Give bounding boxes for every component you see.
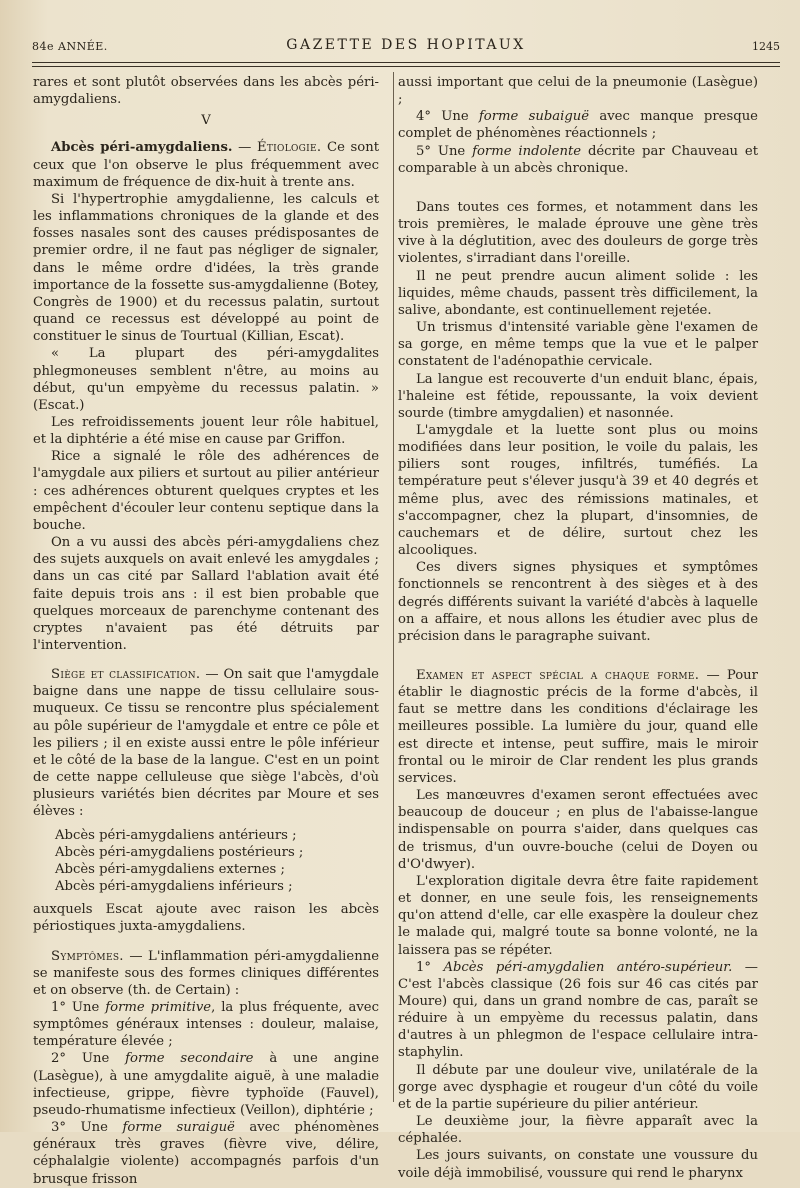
paragraph: 1° Abcès péri-amygdalien antéro-supérieur. — C'est l'abcès classique (26 fois sur 46 cas cités par Moure) qui, dans un grand nombre de cas, paraît se réduire à un empyème du recessus palatin, dans d'autres à un phlegmon de l'espace cellulaire intra-staphylin. <box>398 959 758 1061</box>
paragraph: 4° Une forme subaiguë avec manque presque complet de phénomènes réactionnels ; <box>398 109 758 142</box>
section-numeral: V <box>201 113 211 129</box>
journal-title: GAZETTE DES HOPITAUX <box>286 37 526 53</box>
paragraph: La langue est recouverte d'un enduit blanc, épais, l'haleine est fétide, repoussante, la voix devient sourde (timbre amygdalien) et nasonnée. <box>398 371 758 421</box>
paragraph: On a vu aussi des abcès péri-amygdaliens chez des sujets auxquels on avait enlevé les amygdales ; dans un cas cité par Sallard l'ablation avait été faite depuis trois ans : il est bien probable que quelques morceaux de parenchyme contenant des cryptes n'avaient pas été détruits par l'intervention. <box>33 535 379 653</box>
paragraph: 2° Une forme secondaire à une angine (Lasègue), à une amygdalite aiguë, à une maladie infectieuse, grippe, fièvre typhoïde (Fauvel), pseudo-rhumatisme infectieux (Veillon), diphtérie ; <box>33 1051 380 1118</box>
paragraph: Dans toutes ces formes, et notamment dans les trois premières, le malade éprouve une gène très vive à la déglutition, avec des douleurs de gorge très violentes, s'irradiant dans l'oreille. <box>398 199 758 267</box>
year-label: 84e ANNÉE. <box>32 40 108 53</box>
paragraph: Le deuxième jour, la fièvre apparaît avec la céphalée. <box>398 1114 758 1147</box>
section-heading: Abcès péri-amygdaliens. <box>51 140 233 156</box>
header-rule-thin <box>32 66 780 67</box>
left-column <box>33 74 379 1188</box>
abscess-list <box>33 827 379 896</box>
paragraph: aussi important que celui de la pneumonie (Lasègue) ; <box>398 75 758 108</box>
quote-paragraph: « La plupart des péri-amygdalites phlegmoneuses semblent n'être, au moins au début, qu'un empyème du recessus palatin. » (Escat.) <box>33 346 379 413</box>
paragraph: Il ne peut prendre aucun aliment solide : les liquides, même chauds, passent très difficilement, la salive, abondante, est continuellement rejetée. <box>398 268 758 318</box>
paragraph: 5° Une forme indolente décrite par Chauveau et comparable à un abcès chronique. <box>398 143 758 176</box>
list-item: Abcès péri-amygdaliens externes ; <box>55 861 285 877</box>
paragraph: L'amygdale et la luette sont plus ou moins modifiées dans leur position, le voile du palais, les piliers sont rouges, infiltrés, tuméfiés. La température peut s'élever jusqu'à 39 et 40 degrés et même plus, avec des rémissions matinales, et s'accompagner, chez la plupart, d'insomnies, de cauchemars et de délire, surtout chez les alcooliques. <box>398 422 758 559</box>
list-item: Abcès péri-amygdaliens postérieurs ; <box>55 844 304 860</box>
paragraph: L'exploration digitale devra être faite rapidement et donner, en une seule fois, les renseignements qu'on attend d'elle, car elle exaspère la douleur chez le malade qui, malgré toute sa bonne volonté, ne la laissera pas se répéter. <box>398 873 758 958</box>
paragraph: Rice a signalé le rôle des adhérences de l'amygdale aux piliers et surtout au pilier antérieur : ces adhérences obturent quelques cryptes et les empêchent d'écouler leur contenu septique dans la bouche. <box>33 449 379 533</box>
paragraph: 1° Une forme primitive, la plus fréquente, avec symptômes généraux intenses : douleur, malaise, température élevée ; <box>33 999 379 1050</box>
paragraph: Siège et classification. — On sait que l'amygdale baigne dans une nappe de tissu cellulaire sous-muqueux. Ce tissu se rencontre plus spécialement au pôle supérieur de l'amygdale et entre ce pôle et les piliers ; il en existe aussi entre le pôle inférieur et le côté de la base de la langue. C'est en un point de cette nappe celluleuse que siège l'abcès, d'où plusieurs variétés bien décrites par Moure et ses élèves : <box>33 667 379 820</box>
header-rule <box>32 62 780 63</box>
list-item: Abcès péri-amygdaliens antérieurs ; <box>55 827 297 843</box>
paragraph: Si l'hypertrophie amygdalienne, les calculs et les inflammations chroniques de la glande et des fosses nasales sont des causes prédisposantes de premier ordre, il ne faut pas négliger de signaler, dans le même ordre d'idées, la très grande importance de la fossette sus-amygdalienne (Botey, Congrès de 1900) et du recessus palatin, surtout quand ce recessus est développé au point de constituer le sinus de Tourtual (Killian, Escat). <box>33 191 379 345</box>
paragraph: Examen et aspect spécial a chaque forme. — Pour établir le diagnostic précis de la forme d'abcès, il faut se mettre dans les conditions d'éclairage les meilleures possible. La lumière du jour, quand elle est directe et intense, peut suffire, mais le miroir frontal ou le miroir de Clar rendent les plus grands services. <box>398 668 758 786</box>
paragraph: 3° Une forme suraiguë avec phénomènes généraux très graves (fièvre vive, délire, céphalalgie violente) accompagnés parfois d'un brusque frisson <box>33 1120 380 1187</box>
paragraph: Les manœuvres d'examen seront effectuées avec beaucoup de douceur ; en plus de l'abaisse-langue indispensable on pourra s'aider, dans quelques cas de trismus, d'un ouvre-bouche (celui de Doyen ou d'O'dwyer). <box>398 788 758 872</box>
page-header <box>32 36 780 58</box>
right-column <box>398 74 758 1182</box>
subsection-heading: Étiologie. <box>256 140 322 156</box>
paragraph: Il débute par une douleur vive, unilatérale de la gorge avec dysphagie et rougeur d'un côté du voile et de la partie supérieure du pilier antérieur. <box>398 1062 758 1112</box>
paragraph: Les jours suivants, on constate une voussure du voile déjà immobilisé, voussure qui rend le pharynx <box>398 1148 758 1181</box>
paragraph: rares et sont plutôt observées dans les abcès péri-amygdaliens. <box>33 75 379 108</box>
subsection-heading: Symptômes. <box>51 948 124 964</box>
paragraph: Les refroidissements jouent leur rôle habituel, et la diphtérie a été mise en cause par Griffon. <box>33 414 379 448</box>
list-item: Abcès péri-amygdaliens inférieurs ; <box>55 879 293 895</box>
subsection-heading: Examen et aspect spécial a chaque forme. <box>416 668 700 683</box>
paragraph: Abcès péri-amygdaliens. — Étiologie. Ce sont ceux que l'on observe le plus fréquemment avec maximum de fréquence de dix-huit à trente ans. <box>33 140 379 190</box>
column-divider <box>393 72 394 1102</box>
paragraph: Ces divers signes physiques et symptômes fonctionnels se rencontrent à des sièges et à des degrés différents suivant la variété d'abcès à laquelle on a affaire, et nous allons les étudier avec plus de précision dans le paragraphe suivant. <box>398 560 758 644</box>
subsection-heading: Siège et classification. <box>51 667 201 683</box>
paragraph: auxquels Escat ajoute avec raison les abcès périostiques juxta-amygdaliens. <box>33 902 379 935</box>
paragraph: Un trismus d'intensité variable gène l'examen de sa gorge, en même temps que la vue et le palper constatent de l'adénopathie cervicale. <box>398 320 758 370</box>
page-number: 1245 <box>752 40 780 53</box>
paragraph: Symptômes. — L'inflammation péri-amygdalienne se manifeste sous des formes cliniques différentes et on observe (th. de Certain) : <box>33 948 379 998</box>
